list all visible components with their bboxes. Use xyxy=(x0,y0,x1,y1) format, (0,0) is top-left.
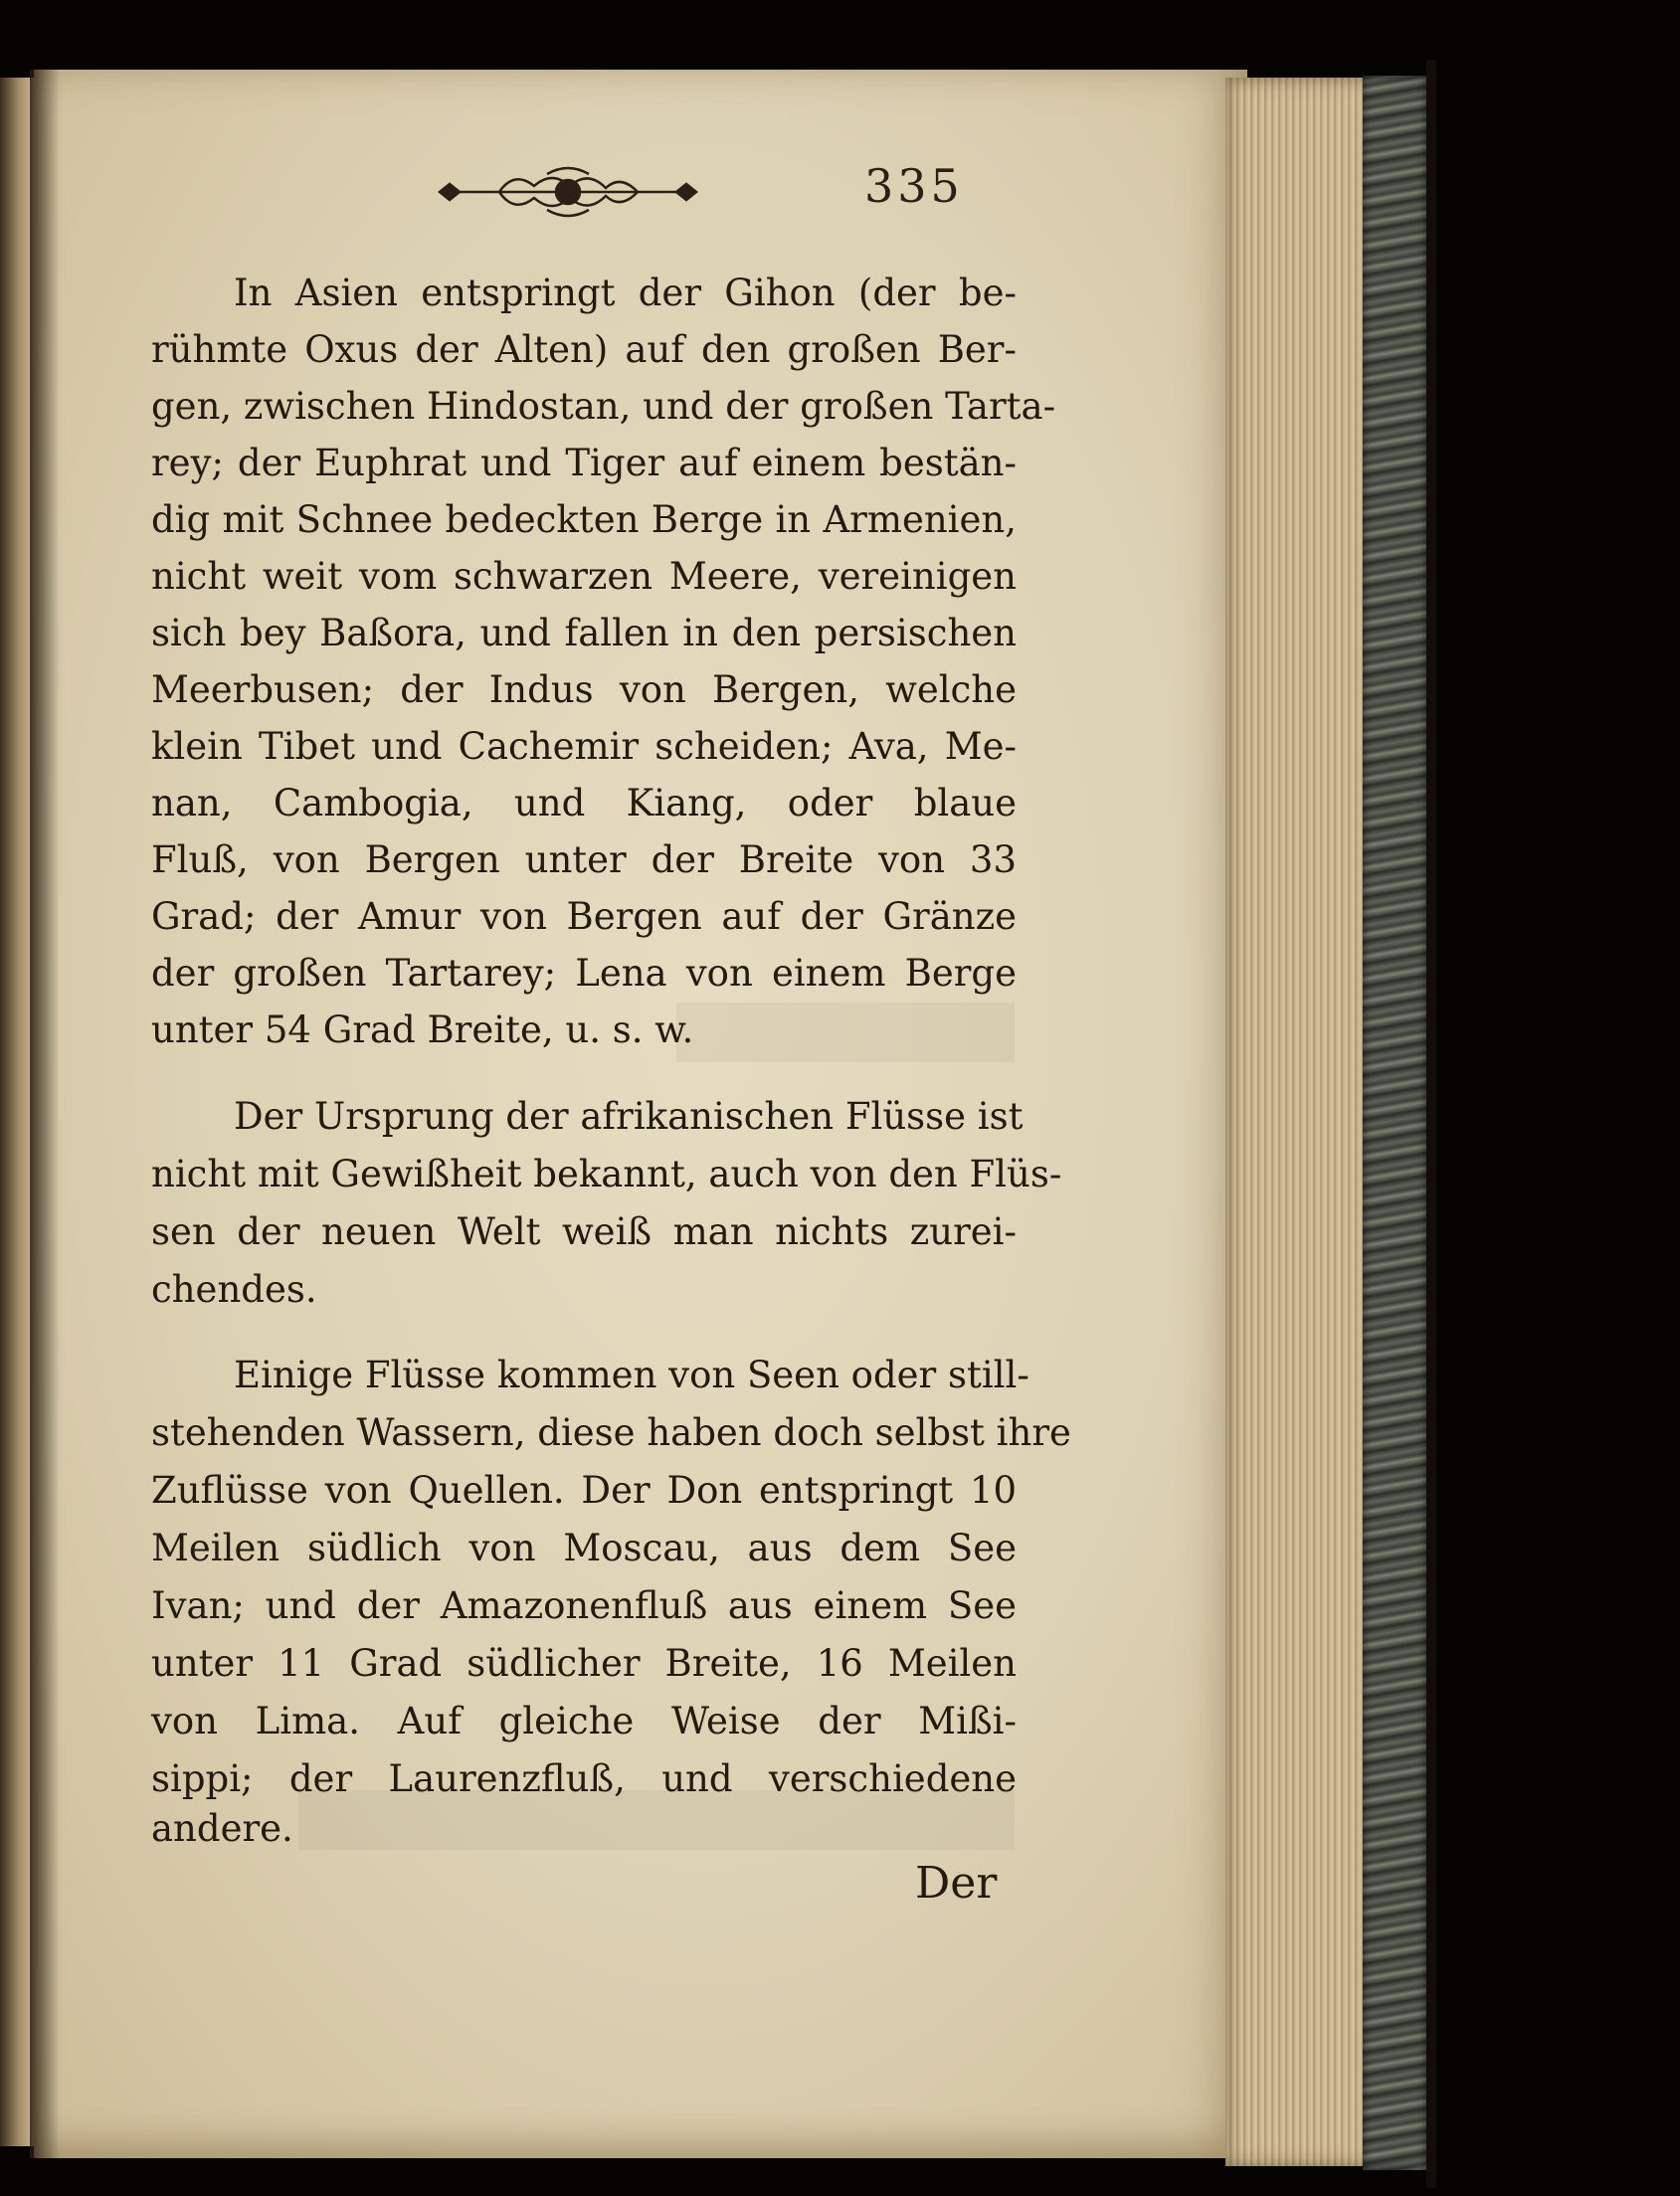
text-line: von Lima. Auf gleiche Weise der Mißi- xyxy=(151,1700,1017,1742)
text-line: Einige Flüsse kommen von Seen oder still- xyxy=(234,1354,1029,1396)
text-line: andere. xyxy=(151,1807,293,1850)
text-line: Fluß, von Bergen unter der Breite von 33 xyxy=(151,838,1017,881)
text-line: Der Ursprung der afrikanischen Flüsse ist xyxy=(234,1095,1024,1138)
header-ornament-icon xyxy=(430,162,706,218)
text-line: nicht mit Gewißheit bekannt, auch von den Flüs- xyxy=(151,1153,1062,1195)
catchword: Der xyxy=(915,1858,998,1909)
stacked-page-edges xyxy=(1225,78,1375,2166)
text-line: nan, Cambogia, und Kiang, oder blaue xyxy=(151,782,1017,824)
text-line: dig mit Schnee bedeckten Berge in Armenien, xyxy=(151,498,1017,541)
text-line: rey; der Euphrat und Tiger auf einem bestän- xyxy=(151,442,1017,484)
text-line: In Asien entspringt der Gihon (der be- xyxy=(234,272,1017,314)
text-line: Meerbusen; der Indus von Bergen, welche xyxy=(151,668,1017,711)
text-line: sippi; der Laurenzfluß, und verschiedene xyxy=(151,1757,1017,1800)
text-line: chendes. xyxy=(151,1268,317,1311)
left-page-edge xyxy=(0,78,34,2146)
text-line: unter 54 Grad Breite, u. s. w. xyxy=(151,1008,694,1051)
text-line: klein Tibet und Cachemir scheiden; Ava, Me- xyxy=(151,725,1017,768)
cover-edge xyxy=(1426,60,1436,2188)
text-line: Meilen südlich von Moscau, aus dem See xyxy=(151,1527,1017,1569)
text-line: nicht weit vom schwarzen Meere, vereinigen xyxy=(151,555,1017,598)
gutter-shadow xyxy=(30,70,60,2158)
text-line: rühmte Oxus der Alten) auf den großen Ber- xyxy=(151,328,1017,371)
text-line: Zuflüsse von Quellen. Der Don entspringt 10 xyxy=(151,1469,1017,1512)
text-line: stehenden Wassern, diese haben doch selbst ihre xyxy=(151,1411,1071,1454)
text-line: der großen Tartarey; Lena von einem Berge xyxy=(151,952,1017,995)
text-line: unter 11 Grad südlicher Breite, 16 Meilen xyxy=(151,1642,1017,1685)
text-line: sen der neuen Welt weiß man nichts zurei- xyxy=(151,1210,1017,1253)
text-line: gen, zwischen Hindostan, und der großen Tarta- xyxy=(151,385,1056,428)
page-number: 335 xyxy=(864,159,964,213)
marbled-cover-board xyxy=(1363,76,1426,2170)
text-line: Grad; der Amur von Bergen auf der Gränze xyxy=(151,895,1017,938)
text-line: sich bey Baßora, und fallen in den persischen xyxy=(151,612,1017,654)
text-line: Ivan; und der Amazonenfluß aus einem See xyxy=(151,1584,1017,1627)
